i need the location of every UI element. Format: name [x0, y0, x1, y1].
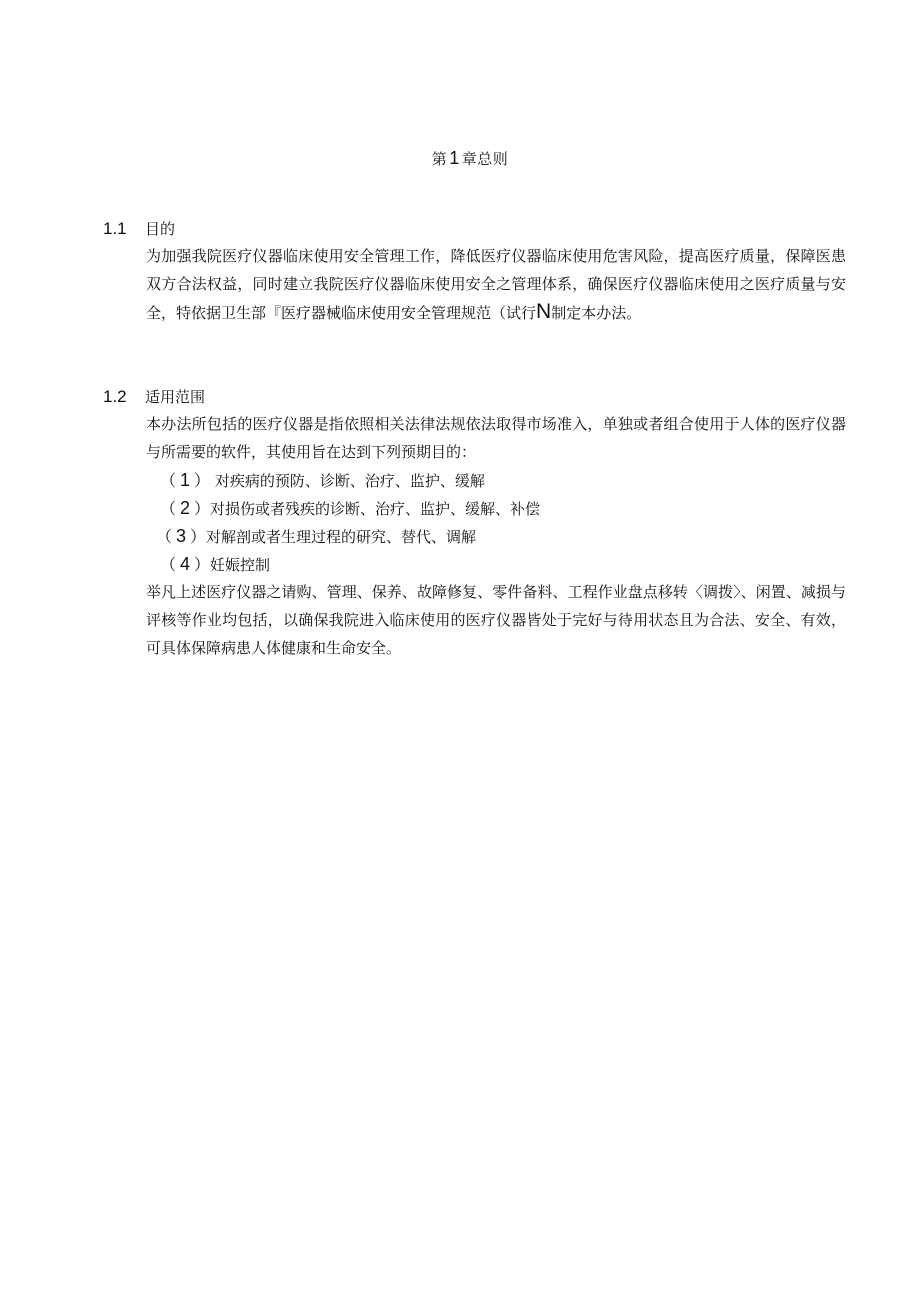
intro-text: 本办法所包括的医疗仪器是指依照相关法律法规依法取得市场准入，单独或者组合使用于人体的医疗仪器与所需要的软件，其使用旨在达到下列预期目的： — [146, 415, 846, 461]
section-1-2-intro — [146, 410, 846, 466]
paragraph-text-part1: 为加强我院医疗仪器临床使用安全管理工作，降低医疗仪器临床使用危害风险，提高医疗质量，保障医患双方合法权益，同时建立我院医疗仪器临床使用安全之管理体系，确保医疗仪器临床使用之医疗质量与安全，特依据卫生部『医疗器械临床使用安全管理规范（试行 — [146, 247, 846, 322]
list-number: 2 — [180, 498, 191, 518]
list-text: 对损伤或者残疾的诊断、治疗、监护、缓解、补偿 — [210, 500, 541, 518]
paragraph-text-part2: 制定本办法。 — [551, 304, 642, 322]
list-item — [160, 466, 485, 496]
section-number: 1.2 — [103, 387, 127, 406]
list-marker: （ 4 ） — [160, 554, 211, 574]
chapter-prefix: 第 — [431, 150, 448, 168]
list-text: 对解剖或者生理过程的研究、替代、调解 — [206, 528, 477, 546]
paragraph-big-char: N — [536, 300, 552, 323]
chapter-suffix: 章总则 — [461, 150, 509, 168]
closing-text: 举凡上述医疗仪器之请购、管理、保养、故障修复、零件备料、工程作业盘点移转〈调拨〉、闲置、减损与评核等作业均包括，以确保我院进入临床使用的医疗仪器皆处于完好与待用状态且为合法、安全、有效，可具体保障病患人体健康和生命安全。 — [146, 583, 846, 657]
section-heading-1-1 — [103, 218, 175, 239]
list-text: 对疾病的预防、诊断、治疗、监护、缓解 — [214, 472, 485, 490]
section-title: 适用范围 — [145, 388, 206, 406]
section-1-1-paragraph — [146, 242, 846, 327]
list-number: 3 — [176, 526, 187, 546]
list-item — [156, 522, 476, 552]
chapter-title — [0, 148, 920, 169]
section-1-2-closing — [146, 578, 846, 662]
section-number: 1.1 — [103, 219, 127, 238]
list-item — [160, 550, 270, 580]
list-text: 妊娠控制 — [210, 556, 271, 574]
list-item — [160, 494, 540, 524]
section-heading-1-2 — [103, 386, 205, 407]
list-marker: （ 3 ） — [156, 526, 207, 546]
list-number: 4 — [180, 554, 191, 574]
list-marker: （ 2 ） — [160, 498, 211, 518]
list-number: 1 — [180, 470, 191, 490]
section-title: 目的 — [145, 220, 176, 238]
chapter-number: 1 — [449, 148, 460, 168]
list-marker: （ 1 ） — [160, 470, 211, 490]
